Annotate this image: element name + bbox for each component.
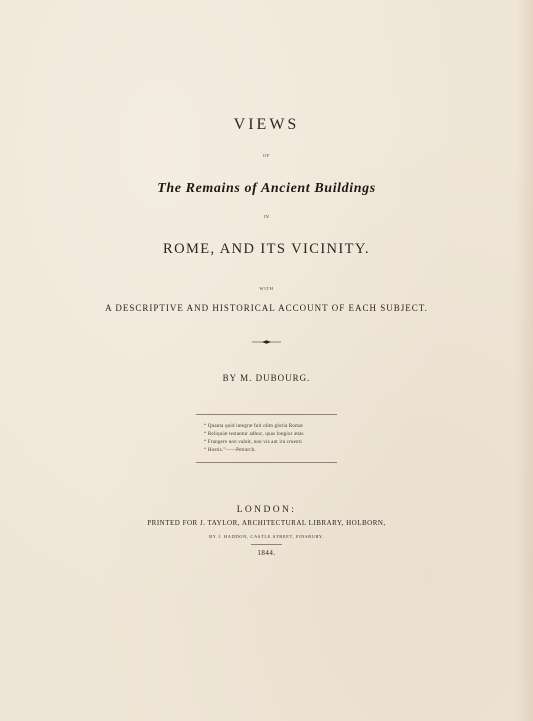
imprint-publisher: PRINTED FOR J. TAYLOR, ARCHITECTURAL LIBRARY, HOLBORN, — [147, 519, 386, 527]
quotation-line: “ Hostis.”——Petrarch. — [204, 448, 256, 453]
imprint-divider — [251, 544, 282, 545]
imprint-city: LONDON: — [236, 505, 297, 515]
title-with: WITH — [259, 286, 274, 291]
author-line: BY M. DUBOURG. — [222, 373, 311, 383]
imprint-printer: BY J. HADDON, CASTLE STREET, FINSBURY. — [209, 534, 324, 539]
title-of: OF — [263, 153, 270, 158]
title-descriptive: A DESCRIPTIVE AND HISTORICAL ACCOUNT OF EACH SUBJECT. — [105, 303, 428, 313]
epigraph-quotation — [196, 414, 337, 463]
title-remains: The Remains of Ancient Buildings — [157, 181, 376, 196]
quotation-line: “ Reliquiæ testantur adhuc, quas longior ætas — [204, 432, 304, 437]
quotation-line: “ Frangere non valuit, non vis aut ira cruenti — [204, 440, 302, 445]
title-in: IN — [263, 214, 270, 219]
imprint-year: 1844. — [257, 549, 276, 557]
title-views: VIEWS — [233, 116, 300, 133]
quotation-line: “ Quanta quid integræ fuit olim gloria Romæ — [204, 424, 303, 429]
page-edge-shadow — [515, 0, 533, 721]
ornament-rule-icon — [252, 340, 281, 344]
title-rome: ROME, AND ITS VICINITY. — [163, 241, 370, 257]
